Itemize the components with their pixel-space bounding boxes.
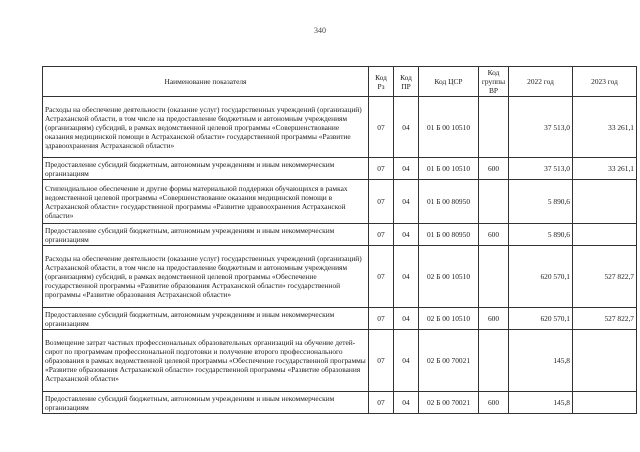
row-pr: 04 (394, 158, 419, 180)
row-rz: 07 (369, 308, 394, 330)
row-pr: 04 (394, 330, 419, 392)
row-2023 (573, 330, 637, 392)
header-pr: Код ПР (394, 67, 419, 97)
row-vr: 600 (479, 392, 509, 414)
table-row (43, 330, 637, 392)
row-vr (479, 330, 509, 392)
row-csr: 01 Б 00 80950 (419, 224, 479, 246)
row-2022: 145,8 (509, 392, 573, 414)
row-2022: 5 890,6 (509, 224, 573, 246)
row-csr: 01 Б 00 10510 (419, 158, 479, 180)
row-rz: 07 (369, 330, 394, 392)
row-vr (479, 180, 509, 224)
row-2023: 33 261,1 (573, 97, 637, 158)
row-2023 (573, 224, 637, 246)
row-2022: 37 513,0 (509, 158, 573, 180)
row-rz: 07 (369, 180, 394, 224)
table-row (43, 158, 637, 180)
row-2022: 37 513,0 (509, 97, 573, 158)
row-2023 (573, 180, 637, 224)
row-name: Расходы на обеспечение деятельности (оказание услуг) государственных учреждений (организаций) Астраханской области, в том числе на предоставление бюджетным и автономным учреждениям (организациям) субсидий, в рамках ведомственной целевой программы «Совершенствование оказания медицинской помощи в Астраханской области» государственной программы «Развитие здравоохранения Астраханской области» (43, 97, 369, 158)
table-row (43, 392, 637, 414)
table-row (43, 97, 637, 158)
row-csr: 02 Б 00 10510 (419, 308, 479, 330)
row-vr (479, 97, 509, 158)
row-vr: 600 (479, 224, 509, 246)
row-vr (479, 246, 509, 308)
row-name: Предоставление субсидий бюджетным, автономным учреждениям и иным некоммерческим организациям (43, 308, 369, 330)
row-2023: 527 822,7 (573, 246, 637, 308)
row-2023: 527 822,7 (573, 308, 637, 330)
row-2022: 620 570,1 (509, 308, 573, 330)
row-pr: 04 (394, 246, 419, 308)
row-pr: 04 (394, 224, 419, 246)
row-name: Предоставление субсидий бюджетным, автономным учреждениям и иным некоммерческим организациям (43, 392, 369, 414)
row-2023: 33 261,1 (573, 158, 637, 180)
row-pr: 04 (394, 180, 419, 224)
row-name: Возмещение затрат частных профессиональных образовательных организаций на обучение детей-сирот по программам профессиональной подготовки и получение второго профессионального образования в рамках ведомственной целевой программы «Обеспечение государственной программы «Развитие образования Астраханской области» государственной программы «Развитие образования Астраханской области» (43, 330, 369, 392)
row-csr: 01 Б 00 10510 (419, 97, 479, 158)
row-csr: 02 Б 00 70021 (419, 392, 479, 414)
row-pr: 04 (394, 392, 419, 414)
header-name: Наименование показателя (43, 67, 369, 97)
row-2023 (573, 392, 637, 414)
row-csr: 02 Б 00 10510 (419, 246, 479, 308)
row-name: Предоставление субсидий бюджетным, автономным учреждениям и иным некоммерческим организациям (43, 224, 369, 246)
row-rz: 07 (369, 97, 394, 158)
table-row (43, 224, 637, 246)
row-rz: 07 (369, 246, 394, 308)
row-2022: 620 570,1 (509, 246, 573, 308)
row-name: Стипендиальное обеспечение и другие формы материальной поддержки обучающихся в рамках ведомственной целевой программы «Совершенствование оказания медицинской помощи в Астраханской области» государственной программы «Развитие здравоохранения Астраханской области» (43, 180, 369, 224)
row-vr: 600 (479, 308, 509, 330)
page-number: 340 (314, 26, 326, 35)
table-header-row (43, 67, 637, 97)
row-pr: 04 (394, 97, 419, 158)
row-2022: 145,8 (509, 330, 573, 392)
header-vr: Код группы ВР (479, 67, 509, 97)
header-2022: 2022 год (509, 67, 573, 97)
row-csr: 01 Б 00 80950 (419, 180, 479, 224)
row-name: Предоставление субсидий бюджетным, автономным учреждениям и иным некоммерческим организациям (43, 158, 369, 180)
row-vr: 600 (479, 158, 509, 180)
row-2022: 5 890,6 (509, 180, 573, 224)
row-csr: 02 Б 00 70021 (419, 330, 479, 392)
table-row (43, 180, 637, 224)
table-row (43, 246, 637, 308)
row-pr: 04 (394, 308, 419, 330)
row-rz: 07 (369, 224, 394, 246)
row-name: Расходы на обеспечение деятельности (оказание услуг) государственных учреждений (организаций) Астраханской области, в том числе на предоставление бюджетным и автономным учреждениям (организациям) субсидий, в рамках ведомственной целевой программы «Обеспечение государственной программы «Развитие образования Астраханской области» государственной программы «Развитие образования Астраханской области» (43, 246, 369, 308)
header-csr: Код ЦСР (419, 67, 479, 97)
header-2023: 2023 год (573, 67, 637, 97)
row-rz: 07 (369, 158, 394, 180)
row-rz: 07 (369, 392, 394, 414)
header-rz: Код Рз (369, 67, 394, 97)
table-row (43, 308, 637, 330)
budget-table (42, 66, 637, 414)
